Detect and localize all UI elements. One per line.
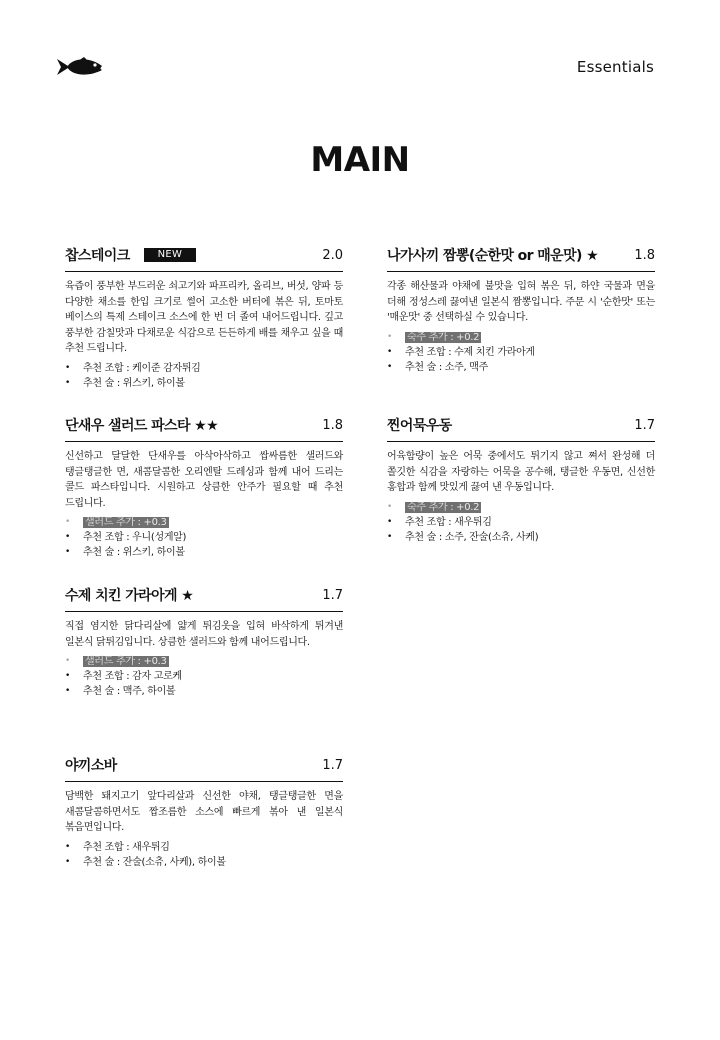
menu-item: [65, 413, 343, 560]
fish-icon: [56, 55, 104, 79]
menu-item-description: 육즙이 풍부한 부드러운 쇠고기와 파프리카, 올리브, 버섯, 양파 등 다양한 채소를 한입 크기로 썰어 고소한 버터에 볶은 뒤, 토마토 베이스의 특제 스테이크 소스에 한 번 더 졸여 내어드립니다. 깊고 풍부한 감칠맛과 다채로운 식감으로 든든하게 배를 채우고 싶을 때 추천 드립니다.: [65, 281, 343, 354]
menu-item-price: 1.8: [322, 417, 343, 433]
menu-item-details: [65, 654, 343, 699]
extra-option: [65, 654, 343, 669]
drink-recommendation: • 추천 술 : 맥주, 하이볼: [65, 684, 343, 699]
menu-item-description: 각종 해산물과 야채에 불맛을 입혀 볶은 뒤, 하얀 국물과 면을 더해 정성스레 끓여낸 일본식 짬뽕입니다. 주문 시 '순한맛' 또는 '매운맛' 중 선택하실 수 있습니다.: [387, 281, 655, 323]
drink-recommendation: • 추천 술 : 위스키, 하이볼: [65, 545, 343, 560]
menu-item-details: [65, 840, 343, 870]
menu-item-details: [65, 515, 343, 560]
pairing-recommendation: • 추천 조합 : 감자 고로케: [65, 669, 343, 684]
drink-recommendation: • 추천 술 : 소주, 맥주: [387, 360, 655, 375]
menu-item-details: [65, 361, 343, 391]
menu-item-header: [387, 413, 655, 442]
menu-item-header: [65, 413, 343, 442]
drink-recommendation: • 추천 술 : 잔술(소츄, 사케), 하이볼: [65, 855, 343, 870]
menu-item-price: 2.0: [322, 247, 343, 263]
extra-option: [387, 330, 655, 345]
menu-item-name: 수제 치킨 가라아게 ★: [65, 588, 194, 604]
menu-item-header: [65, 243, 343, 272]
menu-item-header: [65, 583, 343, 612]
menu-item-header: [65, 753, 343, 782]
extra-option-label: 숙주 추가 : +0.2: [407, 331, 480, 343]
menu-item-name: 나가사끼 짬뽕(순한맛 or 매운맛) ★: [387, 248, 599, 264]
menu-item-price: 1.7: [322, 757, 343, 773]
menu-item: [387, 413, 655, 545]
menu-item-header: [387, 243, 655, 272]
brand-name: Essentials: [576, 58, 654, 76]
pairing-recommendation: • 추천 조합 : 케이준 감자튀김: [65, 361, 343, 376]
pairing-recommendation: • 추천 조합 : 새우튀김: [387, 515, 655, 530]
menu-item-price: 1.7: [322, 587, 343, 603]
menu-item-description: 어육함량이 높은 어묵 중에서도 튀기지 않고 쪄서 완성해 더 쫄깃한 식감을 자랑하는 어묵을 공수해, 탱글한 우동면, 신선한 홍합과 함께 맛있게 끓여 낸 우동입니다.: [387, 451, 655, 493]
menu-item: [387, 243, 655, 375]
menu-item-name: 야끼소바: [65, 758, 117, 774]
pairing-recommendation: • 추천 조합 : 새우튀김: [65, 840, 343, 855]
menu-item: [65, 583, 343, 699]
page-title: MAIN: [310, 140, 410, 180]
extra-option-label: 샐러드 추가 : +0.3: [85, 656, 167, 667]
menu-item-description: 직접 염지한 닭다리살에 얇게 튀김옷을 입혀 바삭하게 튀겨낸 일본식 닭튀김입니다. 상큼한 샐러드와 함께 내어드립니다.: [65, 621, 343, 648]
menu-item-price: 1.8: [634, 247, 655, 263]
menu-item-description: 담백한 돼지고기 앞다리살과 신선한 야채, 탱글탱글한 면을 새콤달콤하면서도 짭조름한 소스에 빠르게 볶아 낸 일본식 볶음면입니다.: [65, 791, 343, 833]
menu-item-description: 신선하고 달달한 단새우를 아삭아삭하고 쌉싸름한 샐러드와 탱글탱글한 면, 새콤달콤한 오리엔탈 드레싱과 함께 내어 드리는 콜드 파스타입니다. 시원하고 상큼한 안주가 필요할 때 추천 드립니다.: [65, 451, 343, 509]
extra-option: [387, 500, 655, 515]
menu-item-price: 1.7: [634, 417, 655, 433]
menu-item-name: 찐어묵우동: [387, 418, 452, 434]
menu-item-name: 단새우 샐러드 파스타 ★★: [65, 418, 219, 434]
extra-option-label: 숙주 추가 : +0.2: [407, 501, 480, 513]
extra-option-label: 샐러드 추가 : +0.3: [85, 517, 167, 528]
menu-item: [65, 243, 343, 391]
new-badge: NEW: [144, 248, 197, 262]
extra-option: [65, 515, 343, 530]
menu-item: [65, 753, 343, 870]
menu-item-details: [387, 330, 655, 375]
menu-item-name: 찹스테이크: [65, 248, 130, 264]
menu-item-details: [387, 500, 655, 545]
pairing-recommendation: • 추천 조합 : 우니(성게알): [65, 530, 343, 545]
drink-recommendation: • 추천 술 : 위스키, 하이볼: [65, 376, 343, 391]
drink-recommendation: • 추천 술 : 소주, 잔술(소츄, 사케): [387, 530, 655, 545]
pairing-recommendation: • 추천 조합 : 수제 치킨 가라아게: [387, 345, 655, 360]
